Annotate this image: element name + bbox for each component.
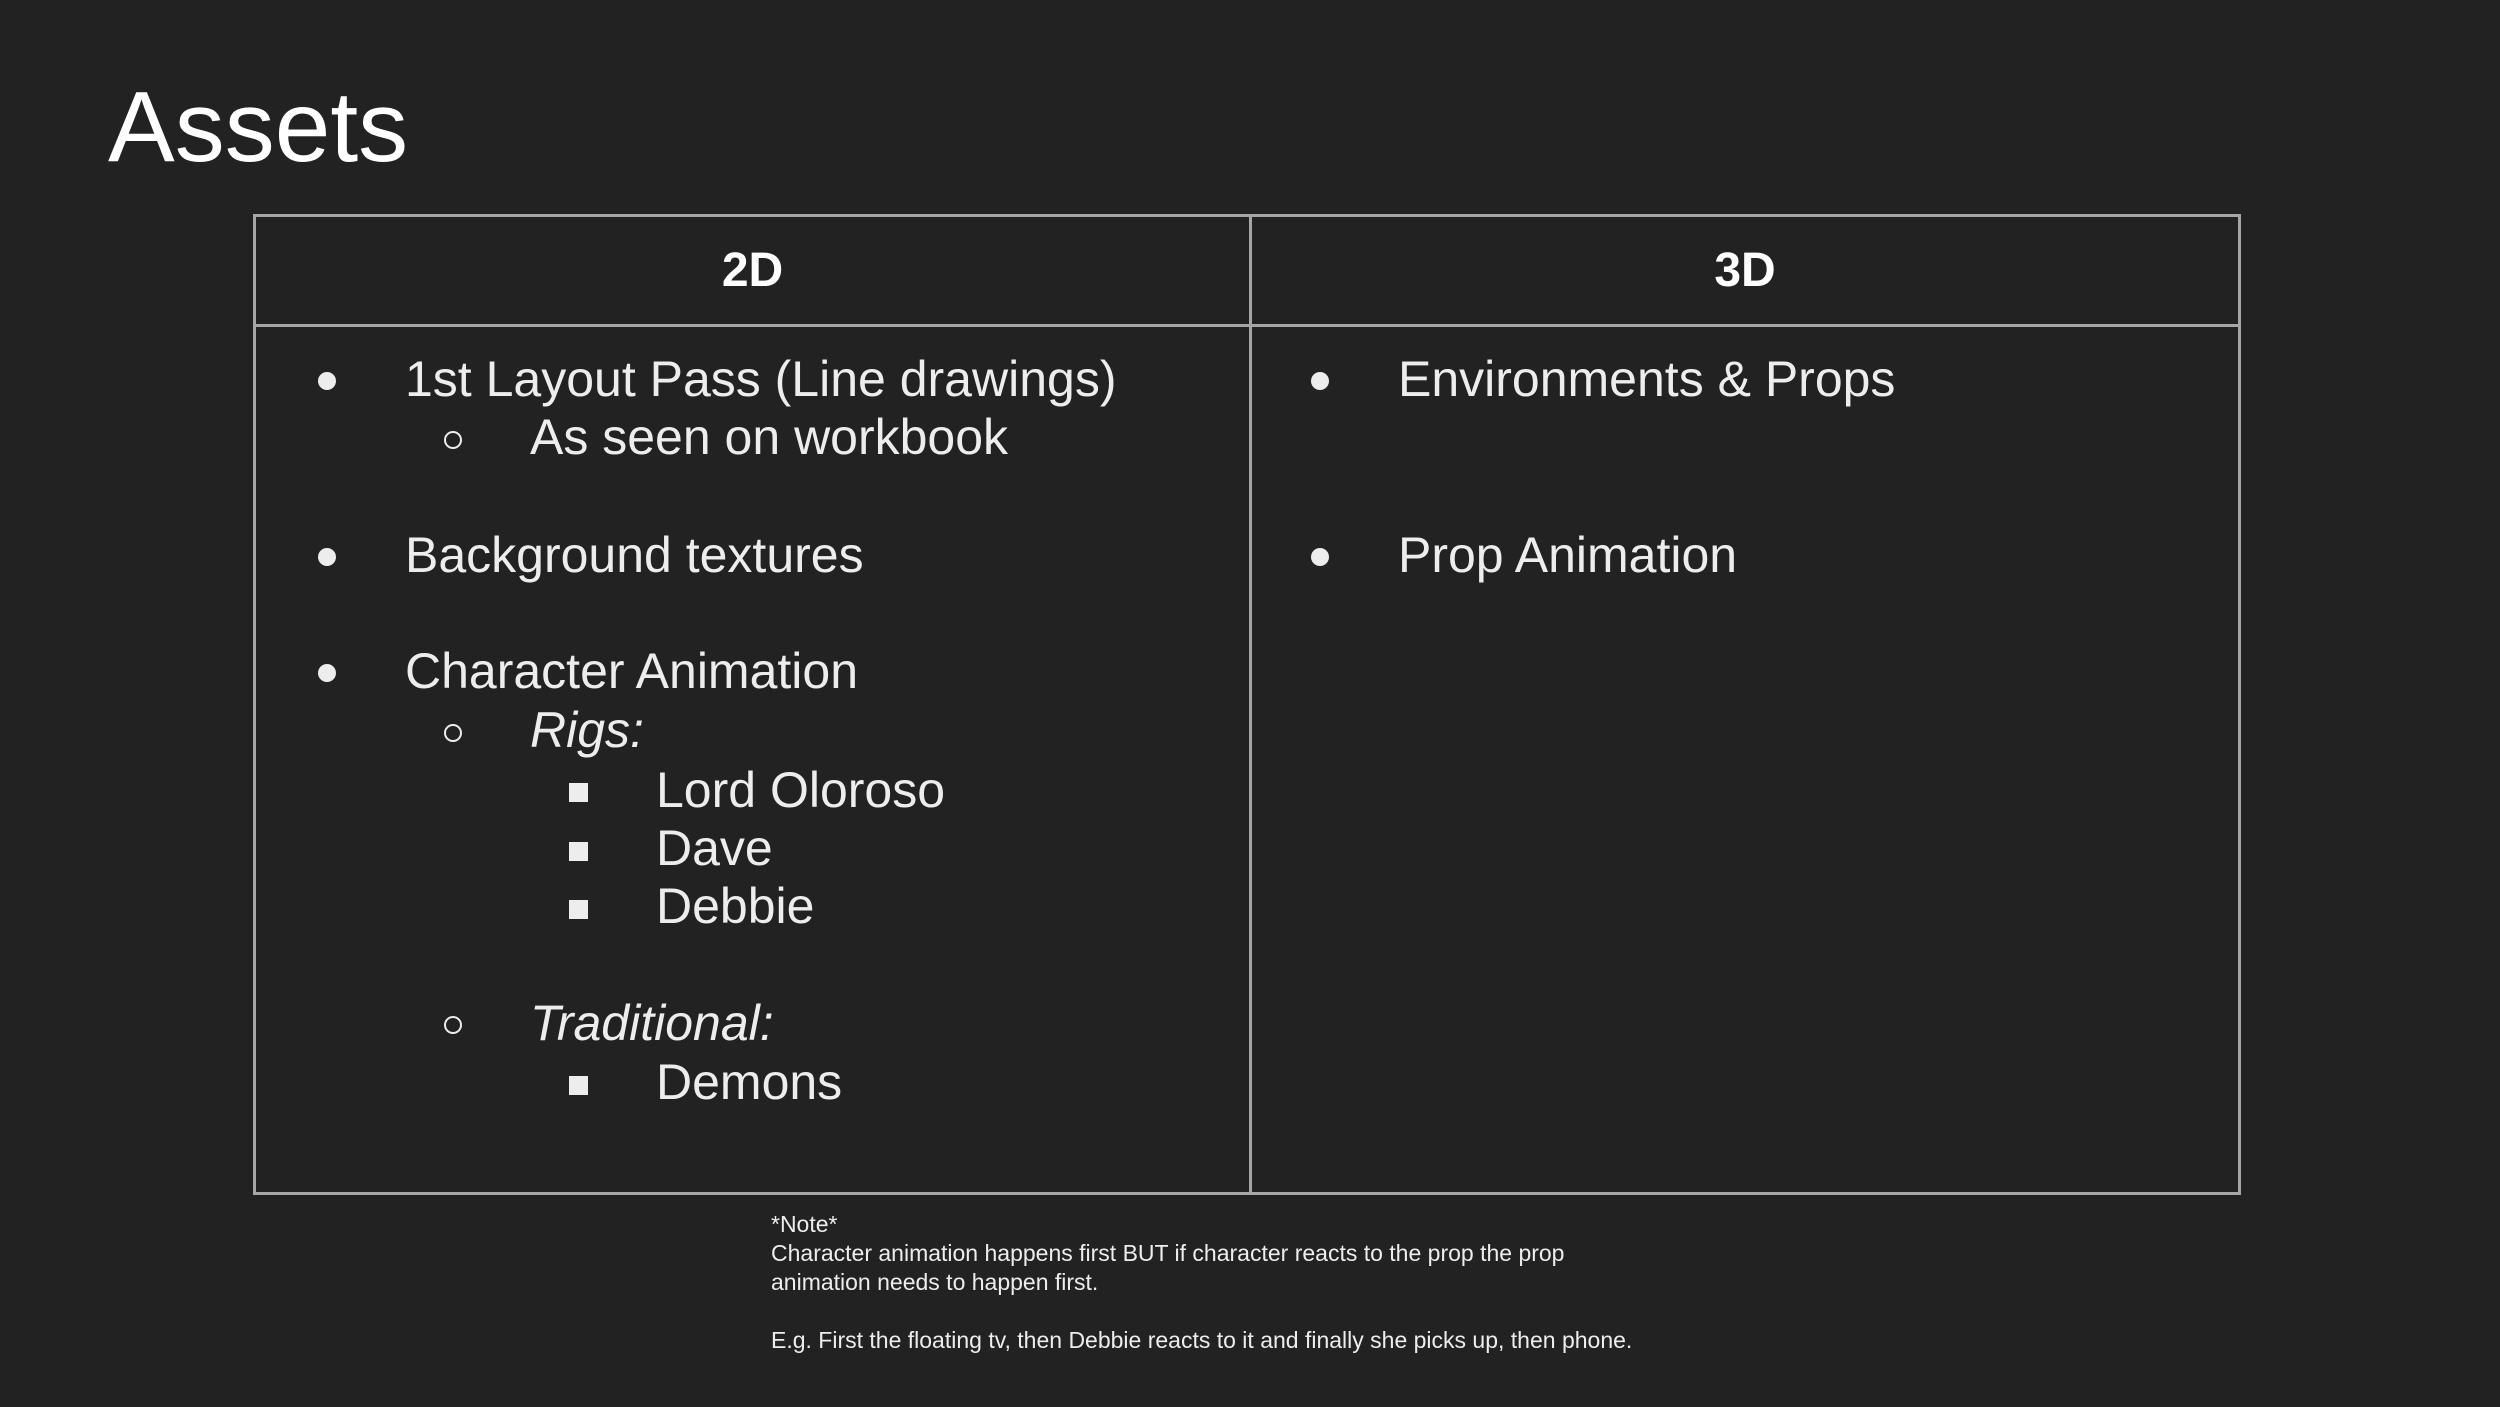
column-header-2d: 2D [721,244,784,297]
list-item-rig: Debbie [656,878,815,934]
square-bullet-icon [569,1076,588,1095]
list-item-background: Background textures [405,527,864,583]
header-divider [256,324,2238,327]
footnote [771,1210,1771,1355]
column-header-3d: 3D [1714,244,1776,297]
list-item-rigs-label: Rigs: [530,702,644,758]
square-bullet-icon [569,900,588,919]
list-item-rig: Lord Oloroso [656,762,946,818]
note-spacer [771,1297,1771,1326]
note-example: E.g. First the floating tv, then Debbie reacts to it and finally she picks up, then phone. [771,1327,1633,1353]
disc-bullet-icon [1311,548,1329,566]
column-divider [1249,217,1252,1192]
slide-title: Assets [108,71,409,183]
list-item-prop-anim: Prop Animation [1398,527,1738,583]
disc-bullet-icon [318,548,336,566]
disc-bullet-icon [1311,372,1329,390]
square-bullet-icon [569,783,588,802]
list-item-env-props: Environments & Props [1398,351,1896,407]
square-bullet-icon [569,842,588,861]
list-item-layout-pass: 1st Layout Pass (Line drawings) [405,351,1117,407]
list-item-traditional: Demons [656,1054,843,1110]
disc-bullet-icon [318,664,336,682]
circle-bullet-icon [444,1016,462,1034]
note-line: animation needs to happen first. [771,1269,1099,1295]
disc-bullet-icon [318,372,336,390]
circle-bullet-icon [444,724,462,742]
note-line: Character animation happens first BUT if character reacts to the prop the prop [771,1240,1565,1266]
note-heading: *Note* [771,1211,838,1237]
list-item-traditional-label: Traditional: [530,995,774,1051]
list-item-as-seen: As seen on workbook [530,409,1009,465]
list-item-char-anim: Character Animation [405,643,859,699]
circle-bullet-icon [444,431,462,449]
list-item-rig: Dave [656,820,773,876]
